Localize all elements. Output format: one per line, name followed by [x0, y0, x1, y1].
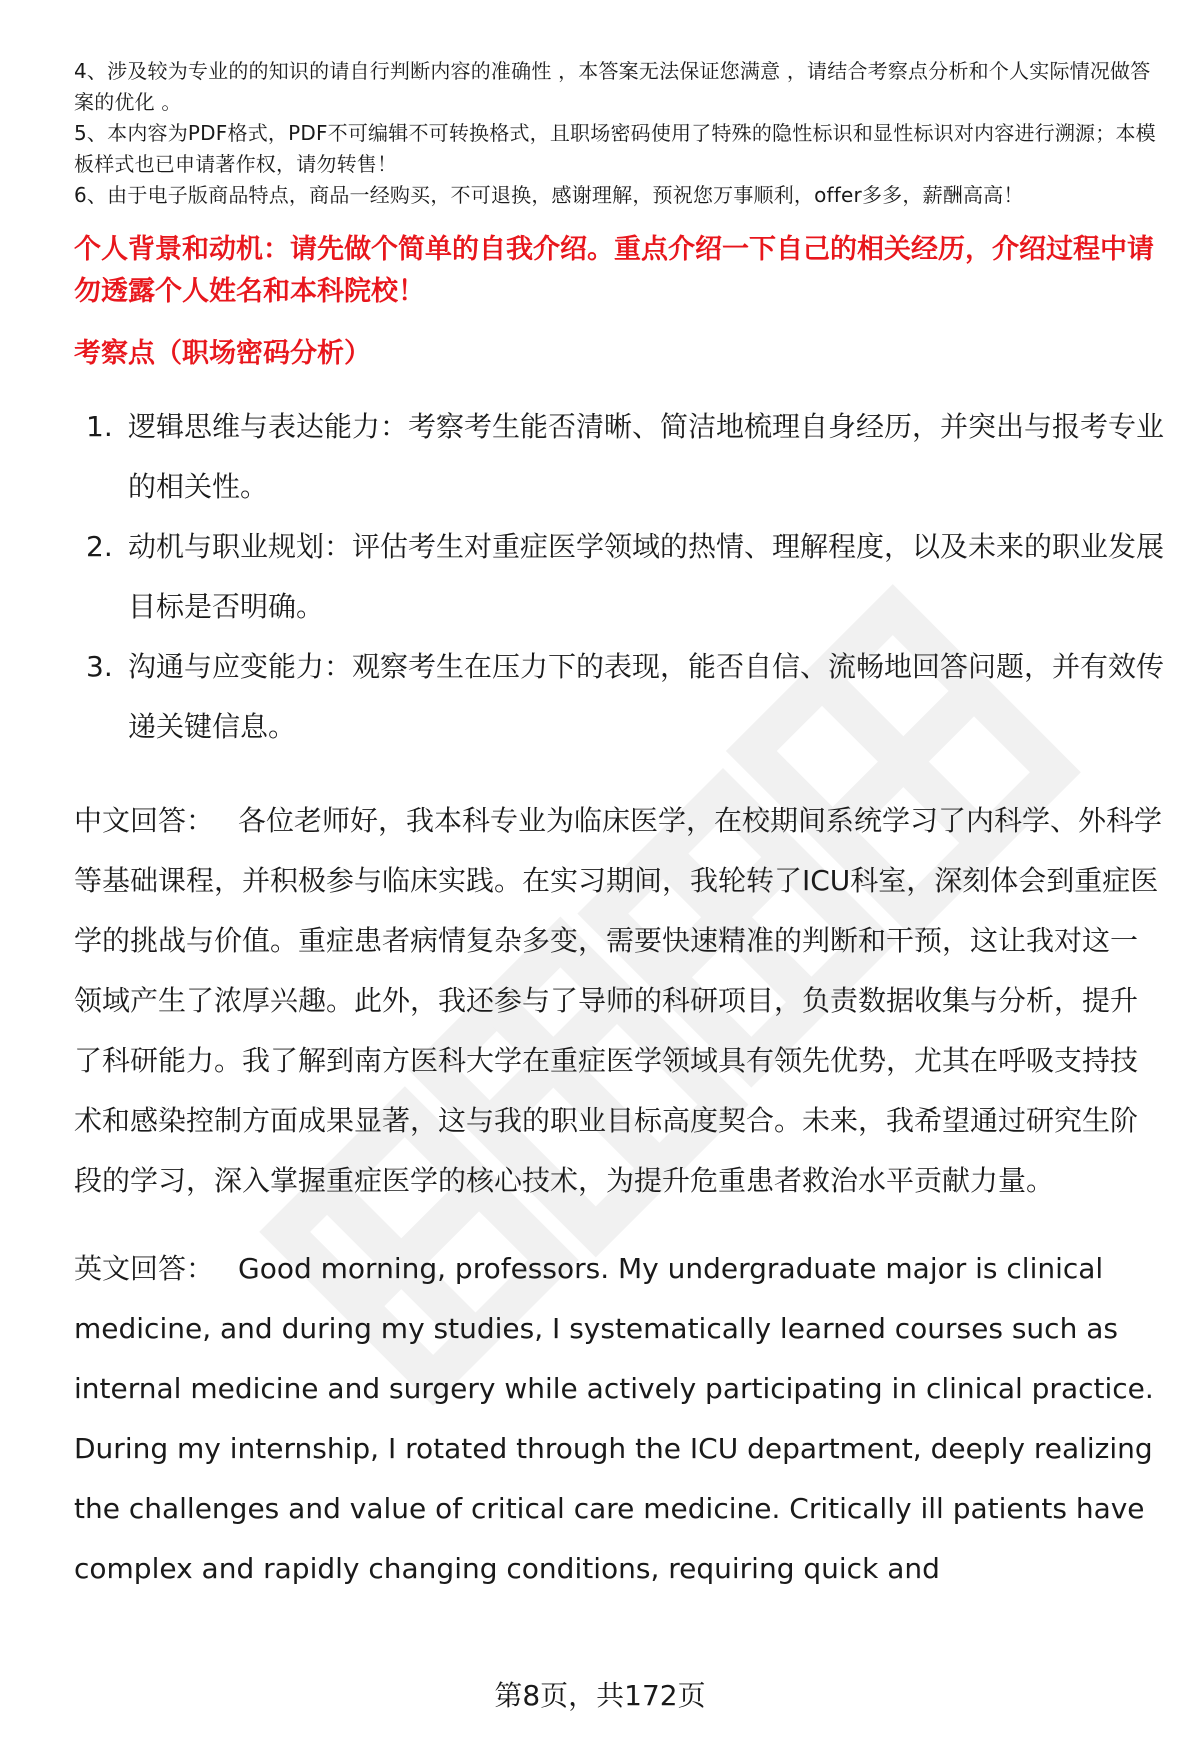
answer-chinese-text: 各位老师好，我本科专业为临床医学，在校期间系统学习了内科学、外科学等基础课程，并积极参与临床实践。在实习期间，我轮转了ICU科室，深刻体会到重症医学的挑战与价值。重症患者病情复杂多变，需要快速精准的判断和干预，这让我对这一领域产生了浓厚兴趣。此外，我还参与了导师的科研项目，负责数据收集与分析，提升了科研能力。我了解到南方医科大学在重症医学领域具有领先优势，尤其在呼吸支持技术和感染控制方面成果显著，这与我的职业目标高度契合。未来，我希望通过研究生阶段的学习，深入掌握重症医学的核心技术，为提升危重患者救治水平贡献力量。 — [74, 804, 1163, 1197]
question-heading: 个人背景和动机：请先做个简单的自我介绍。重点介绍一下自己的相关经历，介绍过程中请勿透露个人姓名和本科院校！ — [74, 234, 1154, 307]
point-item — [74, 517, 1164, 637]
note-item: 4、涉及较为专业的的知识的请自行判断内容的准确性 ，本答案无法保证您满意 ，请结合考察点分析和个人实际情况做答案的优化 。 — [74, 59, 1151, 114]
answer-english-label: 英文回答： — [74, 1252, 215, 1285]
point-number: 3. — [86, 650, 113, 683]
note-item: 5、本内容为PDF格式，PDF不可编辑不可转换格式，且职场密码使用了特殊的隐性标识和显性标识对内容进行溯源；本模板样式也已申请著作权，请勿转售！ — [74, 121, 1156, 176]
answer-english — [74, 1239, 1164, 1599]
points-heading: 考察点（职场密码分析） — [74, 338, 371, 369]
notes-list — [74, 56, 1164, 211]
point-text: 沟通与应变能力：观察考生在压力下的表现，能否自信、流畅地回答问题，并有效传递关键信息。 — [128, 650, 1165, 743]
page-number-footer: 第8页，共172页 — [494, 1679, 706, 1712]
document-page — [74, 56, 1164, 1599]
point-text: 动机与职业规划：评估考生对重症医学领域的热情、理解程度，以及未来的职业发展目标是否明确。 — [128, 530, 1165, 623]
point-number: 2. — [86, 530, 113, 563]
answer-english-text: Good morning, professors. My undergraduate major is clinical medicine, and during my studies, I systematically learned courses such as internal medicine and surgery while actively participating in clinical practice. During my internship, I rotated through the ICU department, deeply realizing the challenges and value of critical care medicine. Critically ill patients have complex and rapidly changing conditions, requiring quick and — [74, 1252, 1154, 1585]
point-text: 逻辑思维与表达能力：考察考生能否清晰、简洁地梳理自身经历，并突出与报考专业的相关性。 — [128, 410, 1165, 503]
points-list — [74, 397, 1164, 757]
point-item — [74, 637, 1164, 757]
answer-chinese-label: 中文回答： — [74, 804, 215, 837]
note-item: 6、由于电子版商品特点，商品一经购买，不可退换，感谢理解，预祝您万事顺利，offer多多，薪酬高高！ — [74, 183, 1024, 207]
point-number: 1. — [86, 410, 113, 443]
point-item — [74, 397, 1164, 517]
answer-chinese — [74, 791, 1164, 1211]
